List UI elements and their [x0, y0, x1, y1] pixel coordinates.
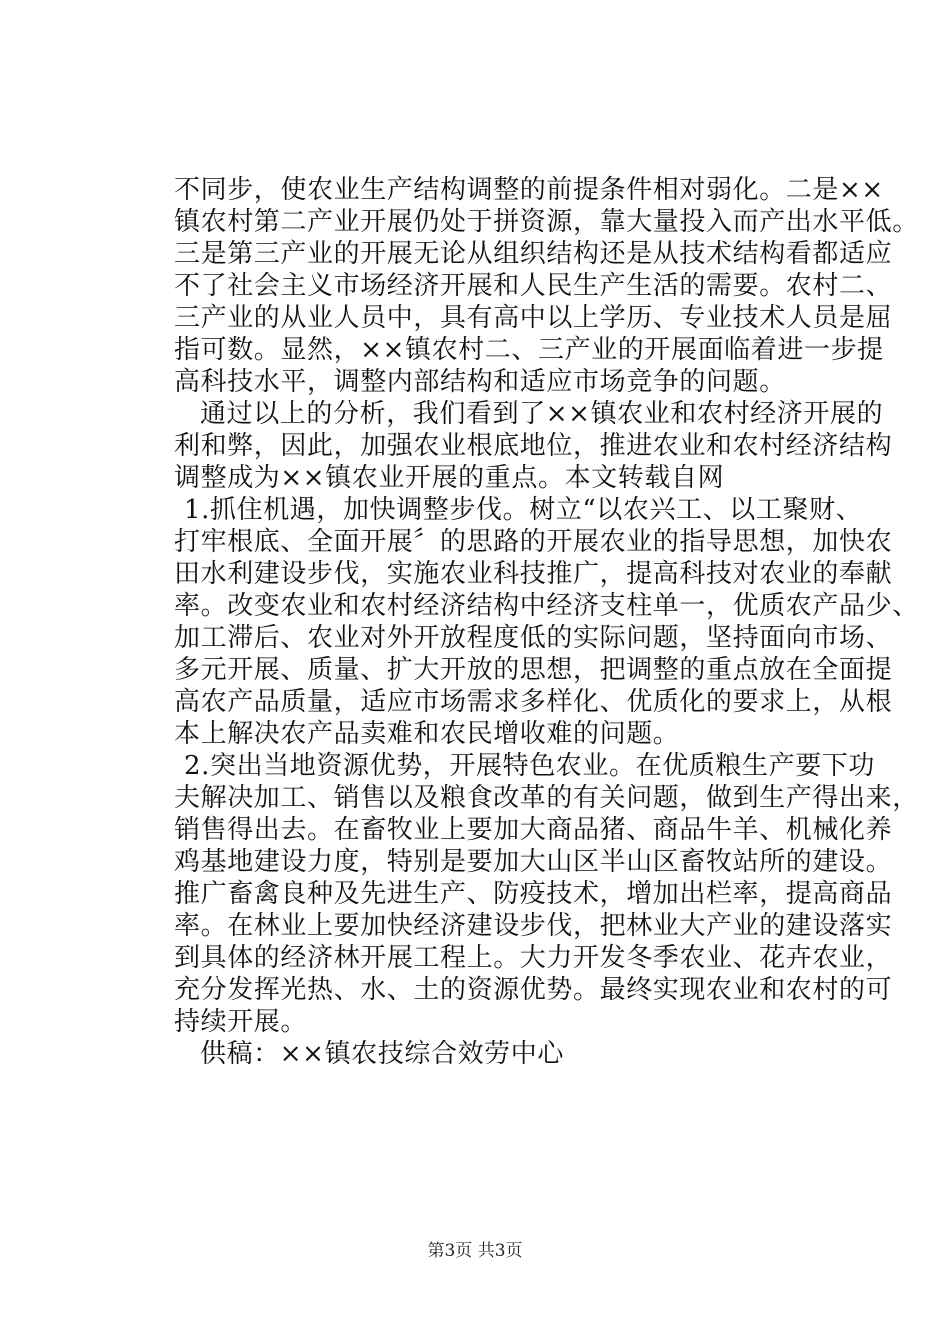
text-line: 充分发挥光热、水、土的资源优势。最终实现农业和农村的可 [174, 975, 893, 1005]
text-line: 到具体的经济林开展工程上。大力开发冬季农业、花卉农业， [174, 943, 893, 973]
paragraph-start-line: 通过以上的分析，我们看到了××镇农业和农村经济开展的 [200, 399, 884, 429]
text-line: 打牢根底、全面开展〞的思路的开展农业的指导思想，加快农 [174, 527, 893, 557]
text-line: 鸡基地建设力度，特别是要加大山区半山区畜牧站所的建设。 [174, 847, 893, 877]
text-line: 镇农村第二产业开展仍处于拼资源，靠大量投入而产出水平低。 [174, 207, 919, 237]
text-line: 率。改变农业和农村经济结构中经济支柱单一，优质农产品少、 [174, 591, 919, 621]
text-line: 夫解决加工、销售以及粮食改革的有关问题，做到生产得出来， [174, 783, 919, 813]
text-line: 调整成为××镇农业开展的重点。本文转载自网 [174, 463, 725, 493]
text-line: 率。在林业上要加快经济建设步伐，把林业大产业的建设落实 [174, 911, 893, 941]
numbered-item-2-start: 2.突出当地资源优势，开展特色农业。在优质粮生产要下功 [184, 751, 876, 781]
text-line: 三是第三产业的开展无论从组织结构还是从技术结构看都适应 [174, 239, 893, 269]
text-line: 加工滞后、农业对外开放程度低的实际问题，坚持面向市场、 [174, 623, 893, 653]
page-footer: 第3页 共3页 [427, 1241, 523, 1261]
text-line: 多元开展、质量、扩大开放的思想，把调整的重点放在全面提 [174, 655, 893, 685]
text-line: 三产业的从业人员中，具有高中以上学历、专业技术人员是屈 [174, 303, 893, 333]
text-line: 高科技水平，调整内部结构和适应市场竞争的问题。 [174, 367, 786, 397]
text-line: 推广畜禽良种及先进生产、防疫技术，增加出栏率，提高商品 [174, 879, 893, 909]
text-line: 指可数。显然，××镇农村二、三产业的开展面临着进一步提 [174, 335, 884, 365]
text-line: 销售得出去。在畜牧业上要加大商品猪、商品牛羊、机械化养 [174, 815, 893, 845]
text-line: 持续开展。 [174, 1007, 308, 1037]
text-line: 高农产品质量，适应市场需求多样化、优质化的要求上，从根 [174, 687, 893, 717]
contributor-line: 供稿：××镇农技综合效劳中心 [200, 1039, 564, 1069]
text-line: 田水利建设步伐，实施农业科技推广，提高科技对农业的奉献 [174, 559, 893, 589]
text-line: 不了社会主义市场经济开展和人民生产生活的需要。农村二、 [174, 271, 893, 301]
text-line: 利和弊，因此，加强农业根底地位，推进农业和农村经济结构 [174, 431, 893, 461]
text-line: 本上解决农产品卖难和农民增收难的问题。 [174, 719, 680, 749]
numbered-item-1-start: 1.抓住机遇，加快调整步伐。树立“以农兴工、以工聚财、 [184, 495, 863, 525]
text-line: 不同步，使农业生产结构调整的前提条件相对弱化。二是×× [174, 175, 884, 205]
